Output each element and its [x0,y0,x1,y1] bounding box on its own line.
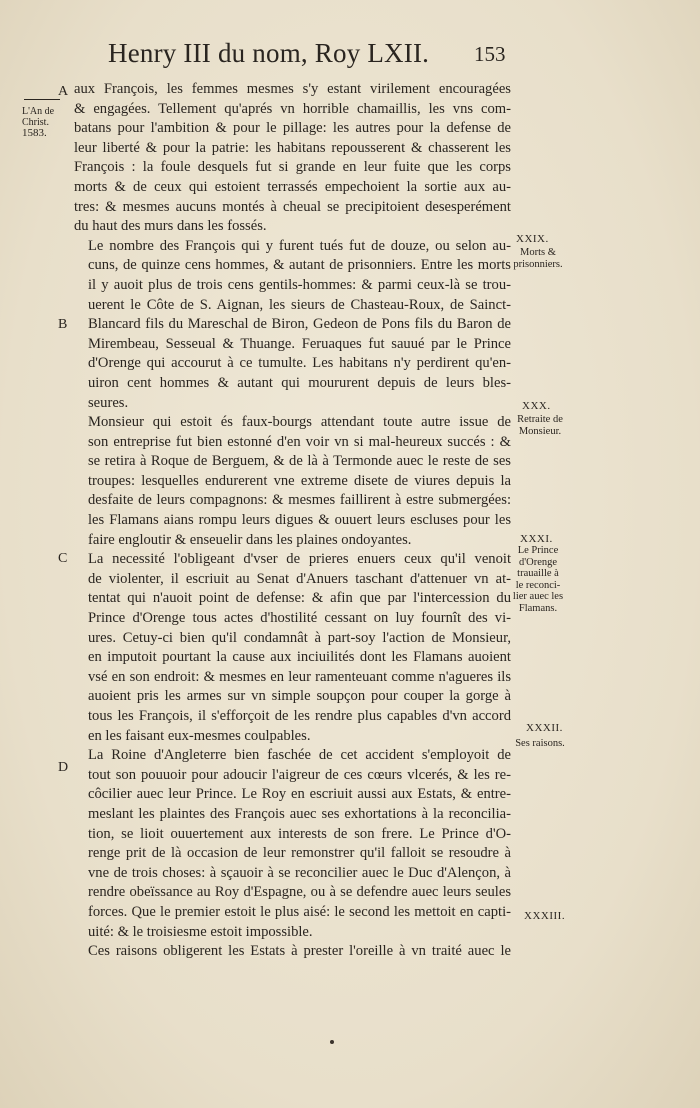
text-line: forces. Que le premier estoit le plus aisé: le second les mettoit en capti- [88,903,511,920]
text-line: meslant les plaintes des François auec ses exhortations à la reconcilia- [88,805,511,822]
text-line: faire engloutir & enseuelir dans les plaines ondoyantes. [88,531,412,548]
margin-note-30 [508,414,572,437]
text-line: & engagées. Tellement qu'aprés vn horrible chamaillis, les vns com- [74,100,511,117]
margin-note-line: Ses raisons. [515,738,565,749]
section-marker-a: A [58,84,69,99]
text-line: Ces raisons obligerent les Estats à prester l'oreille à vn traité auec le [88,943,511,960]
margin-number-29: XXIX. [516,233,549,245]
page-number: 153 [474,42,506,66]
text-line: Blancard fils du Mareschal de Biron, Gedeon de Pons fils du Baron de [88,316,511,333]
text-line: les Flamans aians rompu leurs digues & ouuert leurs escluses pour les [88,512,511,529]
text-line: ures. Cetuy-ci bien qu'il condamnât à part-soy l'action de Monsieur, [88,629,511,646]
marker-rule [24,99,60,100]
paragraph [74,550,511,746]
body-text [74,80,511,962]
text-line: en les faisant eux-mesmes coulpables. [88,727,311,744]
paragraph [74,237,511,413]
text-line: se retira à Roque de Berguem, & de là à Termonde auec le reste de ses [88,453,511,470]
margin-note-29 [506,247,570,270]
text-line: Le nombre des François qui y furent tués fut de douze, ou selon au- [88,237,511,254]
printer-mark [330,1040,334,1044]
paragraph [74,942,511,962]
section-marker-c: C [58,551,68,566]
margin-note-line: d'Orenge [518,556,558,568]
paragraph [74,413,511,550]
text-line: son entreprise fut bien estonné d'en voir vn si mal-heureux succés : & [88,433,511,450]
text-line: renge prit de là occasion de leur remonstrer qu'il falloit se resoudre à [88,845,511,862]
margin-note-line: Flamans. [518,602,558,614]
margin-note-31 [506,545,570,614]
margin-note-line: Morts & [520,247,556,258]
text-line: en imputoit pourtant la cause aux inciuilités dont les Flamans auoient [88,649,511,666]
text-line: La Roine d'Angleterre bien faschée de cet accident s'employoit de [88,747,511,764]
text-line: Prince d'Orenge tous actes d'hostilité cessant on luy fournît des vi- [88,610,511,627]
text-line: uiron cent hommes & autant qui moururent depuis de leurs bles- [88,374,511,391]
margin-note-line: Le Prince [517,545,559,556]
text-line: d'Orenge qui accourut à ce tumulte. Les habitans n'y perdirent qu'en- [88,355,511,372]
margin-number-33: XXXIII. [524,910,566,922]
text-line: de violenter, il escriuit au Senat d'Anuers taschant d'attenuer vn at- [88,570,511,587]
text-line: tentat qui n'auoit point de defense: & afin que par l'intercession du [88,590,511,607]
text-line: troupes: lesquelles endurerent vne extreme disete de viures depuis la [88,472,511,489]
section-marker-b: B [58,317,68,332]
running-title: Henry III du nom, Roy LXII. [108,38,430,68]
text-line: desfaite de leurs compagnons: & mesmes faillirent à estre submergées: [88,492,511,509]
text-line: aux François, les femmes mesmes s'y estant virilement encouragées [74,81,511,97]
paragraph [74,746,511,942]
text-line: auoient pris les armes sur vn simple soupçon pour couper la gorge à [88,688,511,705]
text-line: uerent le Côte de S. Aignan, les sieurs de Chasteau-Roux, de Sainct- [88,296,511,313]
text-line: tres: & mesmes aucuns montés à cheual se precipitoient desesperément [74,198,511,215]
text-line: il y auoit plus de trois cens gentils-hommes: & parmi ceux-là se trou- [88,276,511,293]
section-marker-d: D [58,760,69,775]
margin-note-line: trauaille à [517,568,559,579]
text-line: tous les François, il s'efforçoit de les rendre plus capables d'vn accord [88,708,511,724]
text-line: tout son pouuoir pour adoucir l'aigreur de ces cœurs vlcerés, & les re- [88,766,511,783]
margin-note-line: Monsieur. [518,425,562,437]
margin-number-31: XXXI. [520,533,553,545]
text-line: vne de trois choses: à sçauoir à se reconcilier auec le Duc d'Alençon, à [88,864,511,881]
year-note [22,106,54,139]
text-line: côcilier auec leur Prince. Le Roy en escriuit aussi aux Estats, & entre- [88,786,511,803]
text-line: vsé en son endroit: & mesmes en leur ramenteuant comme n'agueres ils [88,668,511,685]
margin-note-line: lier auec les [512,591,564,602]
text-line: morts & de ceux qui estoient terrassés empechoient la sortie aux au- [74,178,511,195]
margin-note-32 [508,738,572,750]
text-line: rendre obeïssance au Roy d'Espagne, ou à se defendre auec leurs seules [88,884,511,901]
text-line: seures. [88,394,129,411]
margin-note-line: le reconci- [515,579,561,591]
year-note-line: L'An de [22,106,55,117]
paragraph [74,80,511,237]
text-line: La necessité l'obligeant d'vser de prieres enuers ceux qu'il venoit [88,551,511,568]
text-line: du haut des murs dans les fossés. [74,218,267,235]
margin-number-30: XXX. [522,400,551,412]
text-line: Monsieur qui estoit és faux-bourgs attendant toute autre issue de [88,414,511,431]
text-line: batans pour l'ambition & pour le pillage: les autres pour la defense de [74,120,511,137]
text-line: tion, se lioit ouuertement aux interests de son frere. Le Prince d'O- [88,825,511,842]
text-line: leur liberté & pour la patrie: les habitans repousserent & chasserent les [74,139,511,156]
margin-number-32: XXXII. [526,722,563,734]
year-note-line: 1583. [22,127,47,139]
text-line: uité: & le troisiesme estoit impossible. [88,923,313,940]
text-line: cuns, de quinze cens hommes, & autant de prisonniers. Entre les morts [88,257,511,274]
text-line: Mirembeau, Sesseual & Thuange. Feruaques fut sauué par le Prince [88,335,511,352]
text-line: François : la foule desquels fut si grande en leur fuite que les corps [74,159,511,176]
margin-note-line: Retraite de [517,414,563,425]
margin-note-line: prisonniers. [513,258,563,270]
year-note-line: Christ. [22,117,49,128]
